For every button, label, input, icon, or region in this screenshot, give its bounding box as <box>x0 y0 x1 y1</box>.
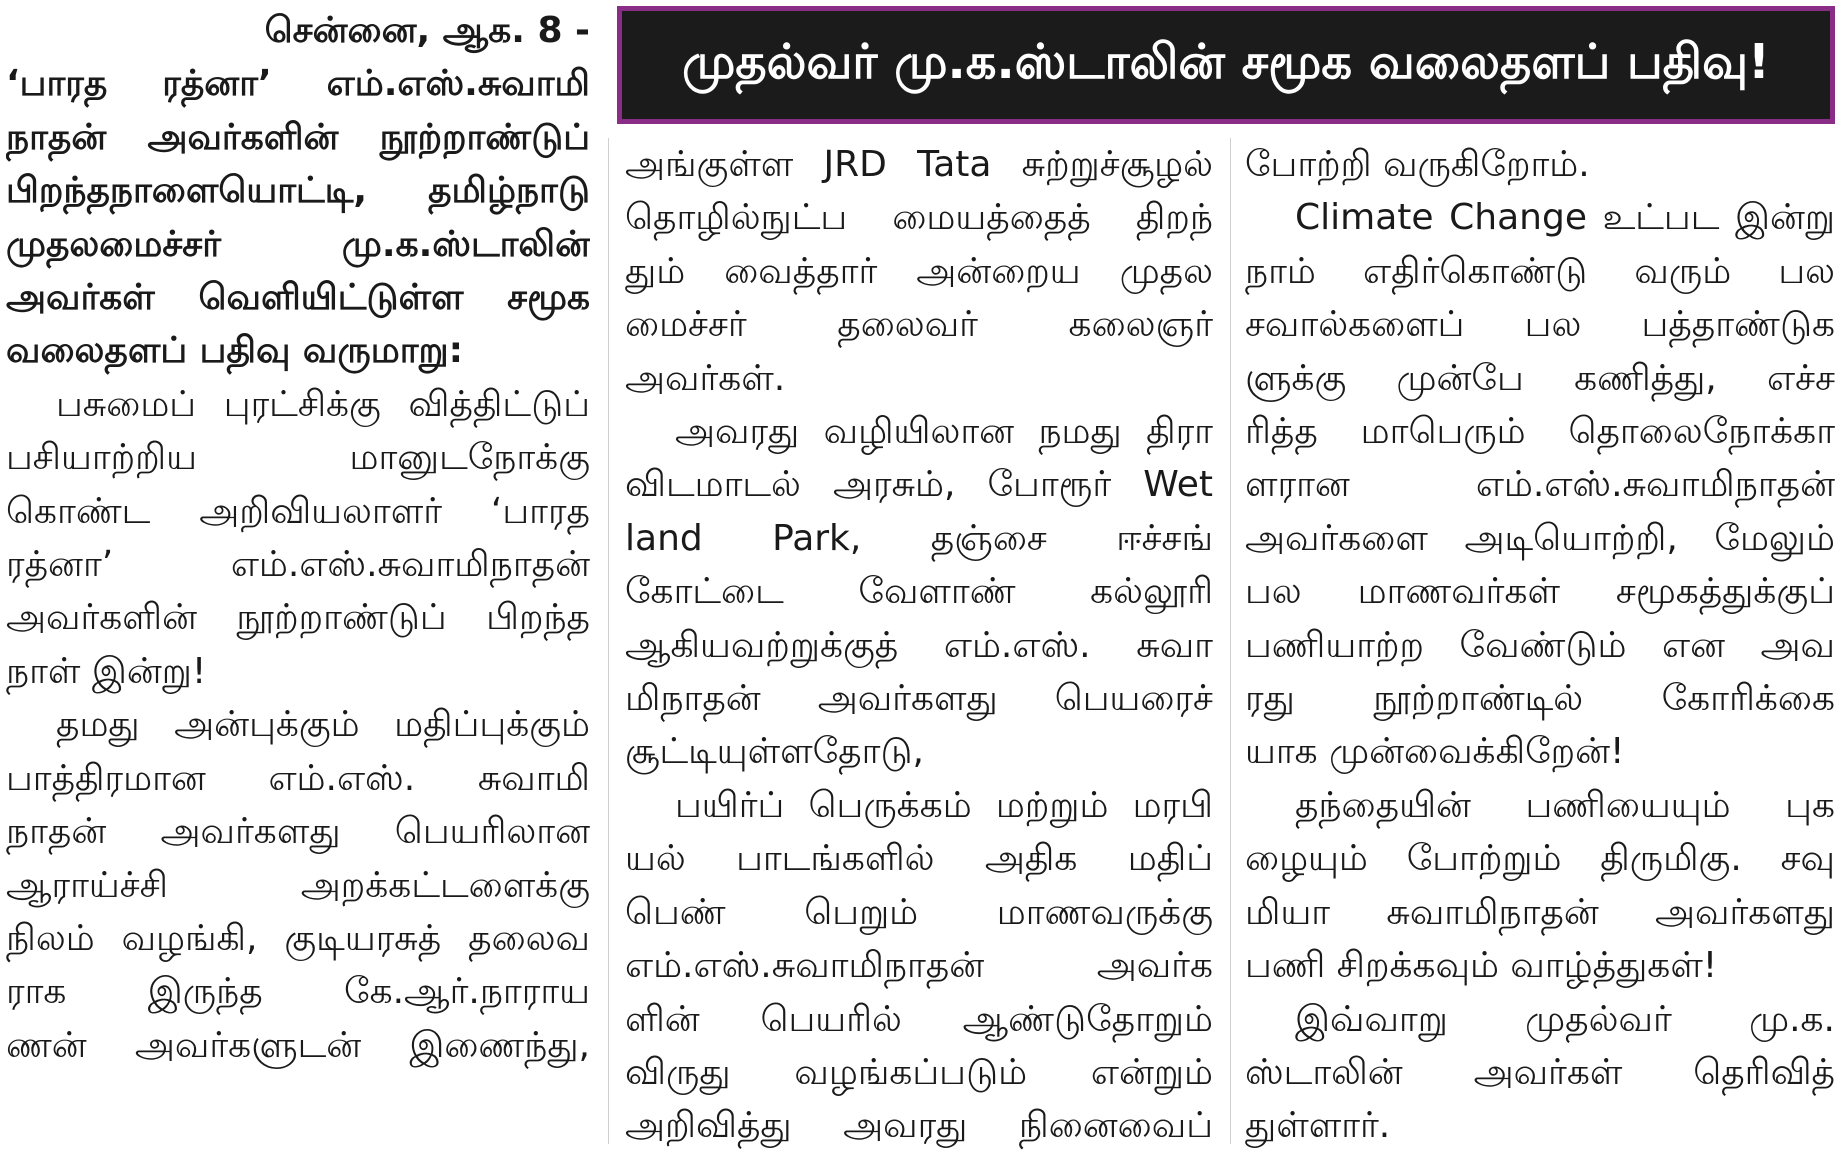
text-line: நிலம் வழங்கி, குடியரசுத் தலைவ <box>6 917 590 959</box>
text-line: கோட்டை வேளாண் கல்லூரி <box>625 571 1213 613</box>
text-line: பாத்திரமான எம்.எஸ். சுவாமி <box>6 757 590 799</box>
text-line: பிறந்தநாளையொட்டி, தமிழ்நாடு <box>6 170 590 212</box>
paragraph <box>625 405 1213 779</box>
text-line: முதலமைச்சர் மு.க.ஸ்டாலின் <box>6 223 590 265</box>
text-line: அவரது வழியிலான நமது திரா <box>675 411 1213 453</box>
text-line: அவர்கள். <box>625 357 786 399</box>
text-line: Climate Change உட்பட இன்று <box>1295 197 1835 239</box>
text-line: அங்குள்ள JRD Tata சுற்றுச்சூழல் <box>625 144 1213 185</box>
text-line: மிநாதன் அவர்களது பெயரைச் <box>625 678 1213 720</box>
text-line: வலைதளப் பதிவு வருமாறு: <box>6 330 464 372</box>
text-line: பணியாற்ற வேண்டும் என அவ <box>1245 624 1835 666</box>
text-line: சவால்களைப் பல பத்தாண்டுக <box>1245 304 1835 346</box>
text-line: சூட்டியுள்ளதோடு, <box>625 731 924 773</box>
text-line: தமது அன்புக்கும் மதிப்புக்கும் <box>56 704 590 746</box>
paragraph <box>1245 779 1835 993</box>
text-line: அவர்களின் நூற்றாண்டுப் பிறந்த <box>6 597 590 639</box>
paragraph <box>625 138 1213 405</box>
text-line: விருது வழங்கப்படும் என்றும் <box>625 1051 1213 1093</box>
paragraph <box>1245 993 1835 1153</box>
headline: முதல்வர் மு.க.ஸ்டாலின் சமூக வலைதளப் பதிவு! <box>682 34 1770 90</box>
text-line: அவர்களை அடியொற்றி, மேலும் <box>1245 517 1835 559</box>
text-line: நாதன் அவர்களது பெயரிலான <box>6 811 590 853</box>
paragraph <box>1245 138 1835 191</box>
text-line: நாதன் அவர்களின் நூற்றாண்டுப் <box>6 116 590 158</box>
paragraph <box>1245 191 1835 778</box>
text-line: மியா சுவாமிநாதன் அவர்களது <box>1245 891 1835 933</box>
text-line: விடமாடல் அரசும், போரூர் Wet <box>625 464 1213 506</box>
text-line: ரத்னா’ எம்.எஸ்.சுவாமிநாதன் <box>6 544 590 586</box>
text-line: ளரான எம்.எஸ்.சுவாமிநாதன் <box>1245 464 1835 506</box>
text-line: ளுக்கு முன்பே கணித்து, எச்ச <box>1245 357 1835 399</box>
text-line: கொண்ட அறிவியலாளர் ‘பாரத <box>6 490 590 532</box>
text-line: ஆராய்ச்சி அறக்கட்டளைக்கு <box>6 864 590 906</box>
text-line: போற்றி வருகிறோம். <box>1245 144 1590 185</box>
text-line: ரது நூற்றாண்டில் கோரிக்கை <box>1245 678 1835 720</box>
text-line: இவ்வாறு முதல்வர் மு.க. <box>1295 998 1835 1040</box>
column-divider <box>608 138 609 1144</box>
text-line: பசியாற்றிய மானுடநோக்கு <box>6 437 590 479</box>
text-line: அவர்கள் வெளியிட்டுள்ள சமூக <box>6 277 590 319</box>
text-line: அறிவித்து அவரது நினைவைப் <box>625 1105 1213 1147</box>
text-line: பல மாணவர்கள் சமூகத்துக்குப் <box>1245 571 1835 613</box>
column-2 <box>625 138 1213 1154</box>
paragraph <box>625 779 1213 1153</box>
column-divider <box>1230 138 1231 1144</box>
dateline: சென்னை, ஆக. 8 - <box>264 10 590 51</box>
text-line: எம்.எஸ்.சுவாமிநாதன் அவர்க <box>625 945 1213 987</box>
text-line: land Park, தஞ்சை ஈச்சங் <box>625 517 1213 559</box>
text-line: ஆகியவற்றுக்குத் எம்.எஸ். சுவா <box>625 624 1213 666</box>
text-line: நாம் எதிர்கொண்டு வரும் பல <box>1245 250 1835 292</box>
text-line: பயிர்ப் பெருக்கம் மற்றும் மரபி <box>675 784 1213 826</box>
text-line: மைச்சர் தலைவர் கலைஞர் <box>625 304 1213 346</box>
lead-paragraph <box>6 4 590 378</box>
text-line: ரித்த மாபெரும் தொலைநோக்கா <box>1245 411 1835 453</box>
headline-banner <box>617 6 1835 124</box>
text-line: பசுமைப் புரட்சிக்கு வித்திட்டுப் <box>56 383 590 425</box>
text-line: ஸ்டாலின் அவர்கள் தெரிவித் <box>1245 1051 1835 1093</box>
text-line: தும் வைத்தார் அன்றைய முதல <box>625 250 1213 292</box>
column-1 <box>6 4 590 1154</box>
text-line: நாள் இன்று! <box>6 650 207 692</box>
paragraph <box>6 698 590 1072</box>
text-line: பெண் பெறும் மாணவருக்கு <box>625 891 1213 933</box>
paragraph <box>6 378 590 698</box>
text-line: யல் பாடங்களில் அதிக மதிப் <box>625 838 1213 880</box>
text-line: பணி சிறக்கவும் வாழ்த்துகள்! <box>1245 945 1718 987</box>
text-line: ராக இருந்த கே.ஆர்.நாராய <box>6 971 590 1013</box>
text-line: தந்தையின் பணியையும் புக <box>1295 784 1835 826</box>
text-line: யாக முன்வைக்கிறேன்! <box>1245 731 1625 773</box>
column-3 <box>1245 138 1835 1154</box>
text-line: ‘பாரத ரத்னா’ எம்.எஸ்.சுவாமி <box>6 63 590 105</box>
text-line: துள்ளார். <box>1245 1105 1391 1147</box>
text-line: ணன் அவர்களுடன் இணைந்து, <box>6 1024 590 1066</box>
text-line: ளின் பெயரில் ஆண்டுதோறும் <box>625 998 1213 1040</box>
text-line: தொழில்நுட்ப மையத்தைத் திறந் <box>625 197 1213 239</box>
text-line: ழையும் போற்றும் திருமிகு. சவு <box>1245 838 1835 880</box>
